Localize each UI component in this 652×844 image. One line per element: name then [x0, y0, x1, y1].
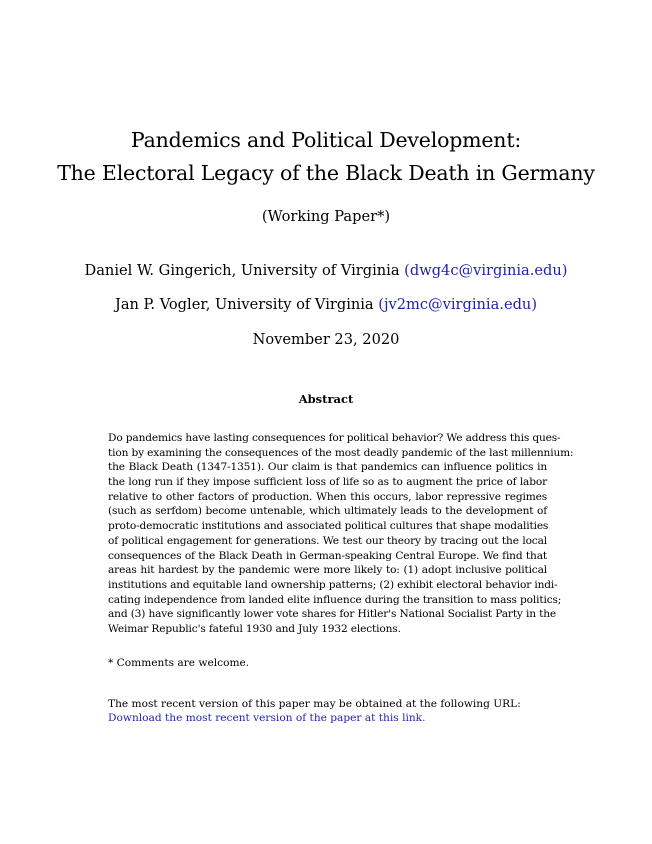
abstract-line: consequences of the Black Death in German-speaking Central Europe. We find that: [108, 549, 547, 562]
abstract-line: Weimar Republic's fateful 1930 and July 1932 elections.: [108, 622, 401, 635]
abstract-line: tion by examining the consequences of the most deadly pandemic of the last millennium:: [108, 446, 574, 459]
abstract-line: (such as serfdom) become untenable, which ultimately leads to the development of: [108, 505, 547, 518]
abstract-line: institutions and equitable land ownership patterns; (2) exhibit electoral behavior indi-: [108, 578, 558, 591]
author-2: [0, 296, 652, 314]
abstract-line: Do pandemics have lasting consequences for political behavior? We address this ques-: [108, 432, 561, 444]
abstract-line: cating independence from landed elite influence during the transition to mass politics;: [108, 593, 562, 606]
author-1-email-link[interactable]: (dwg4c@virginia.edu): [404, 262, 568, 279]
download-paper-link[interactable]: Download the most recent version of the paper at this link.: [108, 712, 426, 724]
author-2-name: Jan P. Vogler, University of Virginia: [114, 296, 374, 313]
author-1-name: Daniel W. Gingerich, University of Virginia: [84, 262, 400, 279]
paper-title-line1: Pandemics and Political Development:: [130, 128, 522, 152]
working-paper-note: (Working Paper*): [261, 208, 391, 225]
abstract-line: proto-democratic institutions and associated political cultures that shape modalities: [108, 520, 549, 533]
abstract-body: [108, 431, 574, 637]
abstract-line: the long run if they impose sufficient loss of life so as to augment the price of labor: [108, 476, 547, 489]
abstract-line: relative to other factors of production. When this occurs, labor repressive regimes: [108, 490, 547, 503]
url-intro-text: The most recent version of this paper may be obtained at the following URL:: [108, 698, 521, 710]
abstract-line: of political engagement for generations. We test our theory by tracing out the local: [108, 534, 547, 547]
paper-title-line2: The Electoral Legacy of the Black Death in Germany: [57, 161, 595, 185]
abstract-line: areas hit hardest by the pandemic were more likely to: (1) adopt inclusive political: [108, 564, 547, 577]
author-2-email-link[interactable]: (jv2mc@virginia.edu): [378, 296, 538, 313]
footnote: * Comments are welcome.: [108, 657, 250, 669]
abstract-heading: Abstract: [298, 392, 354, 406]
author-1: [0, 262, 652, 280]
abstract-line: the Black Death (1347-1351). Our claim is that pandemics can influence politics in: [108, 461, 547, 474]
abstract-line: and (3) have significantly lower vote shares for Hitler's National Socialist Party in the: [108, 608, 557, 621]
paper-date: November 23, 2020: [252, 331, 400, 348]
